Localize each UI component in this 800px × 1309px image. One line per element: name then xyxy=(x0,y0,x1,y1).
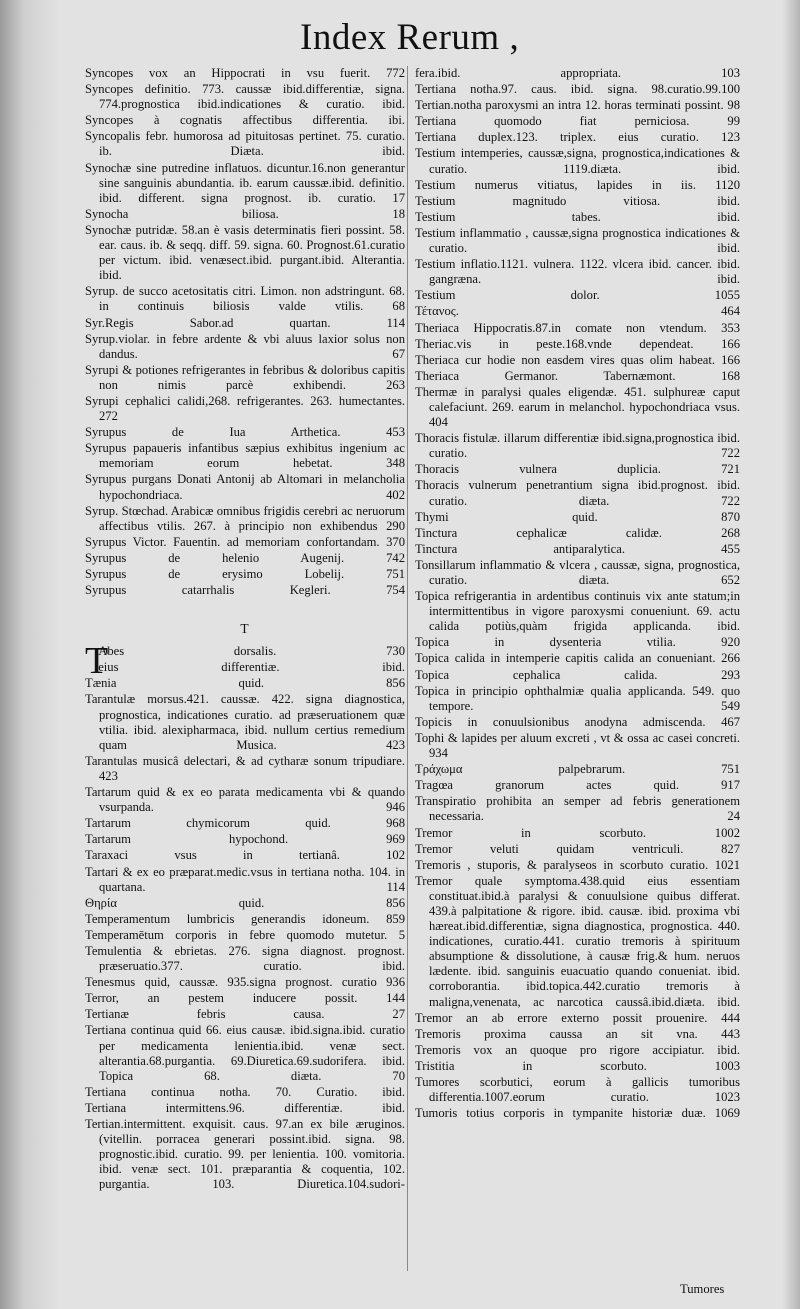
index-entry: Tremoris proxima caussa an sit vna. 443 xyxy=(415,1026,740,1041)
index-entry: Tartari & ex eo præparat.medic.vsus in tertiana notha. 104. in quartana. 114 xyxy=(85,864,405,894)
index-entry: Topica cephalica calida. 293 xyxy=(415,667,740,682)
index-entry: Syrupi cephalici calidi,268. refrigerantes. 263. humectantes. 272 xyxy=(85,393,405,424)
index-entry: Testium tabes. ibid. xyxy=(415,209,740,224)
index-entry: Temperamētum corporis in febre quomodo mutetur. 5 xyxy=(85,927,405,942)
index-entry: Tremor in scorbuto. 1002 xyxy=(415,825,740,840)
index-entry: Testium dolor. 1055 xyxy=(415,288,740,303)
index-entry: Tertiana notha.97. caus. ibid. signa. 98.curatio.99.100 xyxy=(415,82,740,97)
index-entry: Synochæ putridæ. 58.an è vasis determinatis fieri possint. 58. ear. caus. ib. & seqq. diff. 59. signa. 60. Prognost.61.curatio per victum. ibid. venæsect.ibid. purgant.ibid. Alterantia. ibid. xyxy=(85,222,405,283)
index-entry: Tertiana continua notha. 70. Curatio. ibid. xyxy=(85,1084,405,1099)
index-entry: Syr.Regis Sabor.ad quartan. 114 xyxy=(85,315,405,330)
catchword: Tumores xyxy=(680,1282,725,1296)
index-entry: Tinctura cephalicæ calidæ. 268 xyxy=(415,525,740,540)
index-entry: Temperamentum lumbricis generandis idoneum. 859 xyxy=(85,911,405,926)
index-entry: Topica in dysenteria vtilia. 920 xyxy=(415,635,740,650)
section-letter: T xyxy=(240,621,250,637)
index-entry: Syrupus de helenio Augenij. 742 xyxy=(85,550,405,565)
index-entry-text: Abes dorsalis. 730 xyxy=(98,644,405,659)
index-entry: Transpiratio prohibita an semper ad febris generationem necessaria. 24 xyxy=(415,794,740,824)
index-entry: Tristitia in scorbuto. 1003 xyxy=(415,1058,740,1073)
index-entry: Tremor quale symptoma.438.quid eius essentiam constituat.ibid.à paralysi & conuulsione quibus differat. 439.à palpitatione & rigore. ibid. causæ. ibid. proxima vbi hæreat.ibid.differentiæ, signa diagnostica, prognostica. 440. indicationes, curatio.441. curatio tremoris à spirituum absumptione & dissolutione, à causæ frig.& hum. neruos lædente. ibid. sanguinis euacuatio quando conueniat. ibid. corroborantia. ibid.topica.442.curatio tremoris à maligna,venenata, ac narcotica caussâ.ibid.diæta. ibid. xyxy=(415,873,740,1009)
drop-cap: T xyxy=(85,640,109,683)
index-entry: Tartarum hypochond. 969 xyxy=(85,832,405,847)
index-entry: eius differentiæ. ibid. xyxy=(98,660,405,675)
index-entry: fera.ibid. appropriata. 103 xyxy=(415,66,740,80)
index-entry: Syrupus catarrhalis Kegleri. 754 xyxy=(85,583,405,598)
index-entry: Taraxaci vsus in tertianâ. 102 xyxy=(85,848,405,863)
index-entry: Topicis in conuulsionibus anodyna admiscenda. 467 xyxy=(415,714,740,729)
index-entry: Testium inflammatio , caussæ,signa prognostica indicationes & curatio. ibid. xyxy=(415,225,740,256)
index-entry: Tertian.intermittent. exquisit. caus. 97.an ex bile æruginos.(vitellin. porracea generari possint.ibid. signa. 98. prognostic.ibid. curatio. 99. per lenientia. 100. vomitoria. ibid. venæ sect. 101. præparantia & coquentia, 102. purgantia. 103. Diuretica.104.sudori- xyxy=(85,1117,405,1192)
index-entry: Tertianæ febris causa. 27 xyxy=(85,1007,405,1022)
index-entry: Tinctura antiparalytica. 455 xyxy=(415,541,740,556)
index-entry: Testium intemperies, caussæ,signa, prognostica,indicationes & curatio. 1119.diæta. ibid. xyxy=(415,146,740,176)
index-entry: Tertiana intermittens.96. differentiæ. ibid. xyxy=(85,1100,405,1115)
index-entry: Tumores scorbutici, eorum à gallicis tumoribus differentia.1007.eorum curatio. 1023 xyxy=(415,1075,740,1105)
index-entry: Tartarum chymicorum quid. 968 xyxy=(85,816,405,831)
index-entry: Syrup.violar. in febre ardente & vbi aluus laxior solus non dandus. 67 xyxy=(85,331,405,361)
right-column xyxy=(415,66,740,1122)
page-title: Index Rerum , xyxy=(300,17,520,58)
index-entry: Tertiana duplex.123. triplex. eius curatio. 123 xyxy=(415,130,740,145)
index-entry: Tumoris totius corporis in tympanite historiæ duæ. 1069 xyxy=(415,1106,740,1121)
index-entry: Syrupus Victor. Fauentin. ad memoriam confortandam. 370 xyxy=(85,534,405,549)
index-entry: Tertiana quomodo fiat perniciosa. 99 xyxy=(415,114,740,129)
index-entry: Thoracis vulnerum penetrantium signa ibid.prognost. ibid. curatio. diæta. 722 xyxy=(415,478,740,508)
index-entry: Thermæ in paralysi quales eligendæ. 451. sulphureæ caput calefaciunt. 269. earum in melanchol. hypochondriaca vsus. 404 xyxy=(415,384,740,430)
column-divider xyxy=(407,66,408,1271)
index-entry: Testium magnitudo vitiosa. ibid. xyxy=(415,193,740,208)
index-entry: Tragœa granorum actes quid. 917 xyxy=(415,778,740,793)
index-entry: Syrupus de Iua Arthetica. 453 xyxy=(85,425,405,440)
index-entry: Temulentia & ebrietas. 276. signa diagnost. prognost. præseruatio.377. curatio. ibid. xyxy=(85,943,405,974)
index-entry: Theriaca cur hodie non easdem vires quas olim habeat. 166 xyxy=(415,352,740,367)
index-entry: Synocha biliosa. 18 xyxy=(85,206,405,221)
index-entry: Syrup. Stœchad. Arabicæ omnibus frigidis cerebri ac neruorum affectibus vtilis. 267. à principio non exhibendus 290 xyxy=(85,503,405,533)
index-entry: Testium numerus vitiatus, lapides in iis. 1120 xyxy=(415,177,740,192)
index-entry: Tartarum quid & ex eo parata medicamenta vbi & quando vsurpanda. 946 xyxy=(85,785,405,815)
index-entry: Theriaca Germanor. Tabernæmont. 168 xyxy=(415,368,740,383)
index-entry: Tonsillarum inflammatio & vlcera , caussæ, signa, prognostica, curatio. diæta. 652 xyxy=(415,557,740,587)
index-entry: Topica calida in intemperie capitis calida an conueniant. 266 xyxy=(415,651,740,666)
index-entry: Testium inflatio.1121. vulnera. 1122. vlcera ibid. cancer. ibid. gangræna. ibid. xyxy=(415,257,740,287)
index-entry: Topica refrigerantia in ardentibus continuis vix ante statum;in intermittentibus in vigore paroxysmi conueniunt. 69. actu calida potiùs,quàm frigida applicanda. ibid. xyxy=(415,589,740,634)
index-entry: Theriaca Hippocratis.87.in comate non vtendum. 353 xyxy=(415,320,740,335)
index-entry: Θηρία quid. 856 xyxy=(85,895,405,910)
index-entry: Tænia quid. 856 xyxy=(85,676,405,691)
index-entry: Thymi quid. 870 xyxy=(415,509,740,524)
index-entry: Tenesmus quid, caussæ. 935.signa prognost. curatio 936 xyxy=(85,975,405,990)
index-entry: Syrupus papaueris infantibus sæpius exhibitus ingenium ac memoriam eorum hebetat. 348 xyxy=(85,441,405,471)
index-entry: Tremoris , stuporis, & paralyseos in scorbuto curatio. 1021 xyxy=(415,857,740,872)
index-entry: Tremor veluti quidam ventriculi. 827 xyxy=(415,841,740,856)
index-entry: Tarantulæ morsus.421. caussæ. 422. signa diagnostica, prognostica, indicationes curatio. ad præseruationem quæ vtilia. ibid. alexipharmaca, ibid. nullum certius remedium quam Musica. 423 xyxy=(85,692,405,752)
index-entry: Thoracis fistulæ. illarum differentiæ ibid.signa,prognostica ibid. curatio. 722 xyxy=(415,431,740,461)
left-column xyxy=(85,66,405,1193)
index-entry: Syncopes vox an Hippocrati in vsu fuerit. 772 xyxy=(85,66,405,80)
index-entry: Tophi & lapides per aluum excreti , vt & ossa ac casei concreti. 934 xyxy=(415,730,740,761)
index-entry: Tertiana continua quid 66. eius causæ. ibid.signa.ibid. curatio per medicamenta lenientia.ibid. venæ sect. alterantia.68.purgantia. 69.Diuretica.69.sudorifera. ibid. Topica 68. diæta. 70 xyxy=(85,1023,405,1083)
index-entry: Tremoris vox an quoque pro rigore accipiatur. ibid. xyxy=(415,1042,740,1057)
index-entry: Syrupi & potiones refrigerantes in febribus & doloribus capitis non nimis parcè exhibendi. 263 xyxy=(85,362,405,392)
index-entry: Syrup. de succo acetositatis citri. Limon. non adstringunt. 68. in continuis biliosis valde vtilis. 68 xyxy=(85,284,405,314)
index-entry: Syncopes à cognatis affectibus differentia. ibi. xyxy=(85,113,405,128)
index-entry: Theriac.vis in peste.168.vnde dependeat. 166 xyxy=(415,336,740,351)
index-entry: Tertian.notha paroxysmi an intra 12. horas terminati possint. 98 xyxy=(415,98,740,113)
index-entry: Synochæ sine putredine inflatuos. dicuntur.16.non generantur sine sanguinis abundantia. ib. earum caussæ.ibid. definitio. ibid. different. signa prognost. ib. curatio. 17 xyxy=(85,160,405,205)
index-entry: Syncopalis febr. humorosa ad pituitosas pertinet. 75. curatio. ib. Diæta. ibid. xyxy=(85,129,405,159)
index-entry: Τέτανος. 464 xyxy=(415,304,740,319)
index-entry: Tremor an ab errore externo possit prouenire. 444 xyxy=(415,1010,740,1025)
index-entry: Topica in principio ophthalmiæ qualia applicanda. 549. quo tempore. 549 xyxy=(415,683,740,713)
index-entry: Tarantulas musicâ delectari, & ad cytharæ sonum tripudiare. 423 xyxy=(85,753,405,783)
index-entry: Syrupus purgans Donati Antonij ab Altomari in melancholia hypochondriaca. 402 xyxy=(85,472,405,502)
index-entry: Thoracis vulnera duplicia. 721 xyxy=(415,462,740,477)
index-entry: Τράχωμα palpebrarum. 751 xyxy=(415,762,740,777)
index-entry: Terror, an pestem inducere possit. 144 xyxy=(85,991,405,1006)
index-entry: Syrupus de erysimo Lobelij. 751 xyxy=(85,567,405,581)
index-entry: Syncopes definitio. 773. caussæ ibid.differentiæ, signa. 774.prognostica ibid.indicationes & curatio. ibid. xyxy=(85,82,405,112)
